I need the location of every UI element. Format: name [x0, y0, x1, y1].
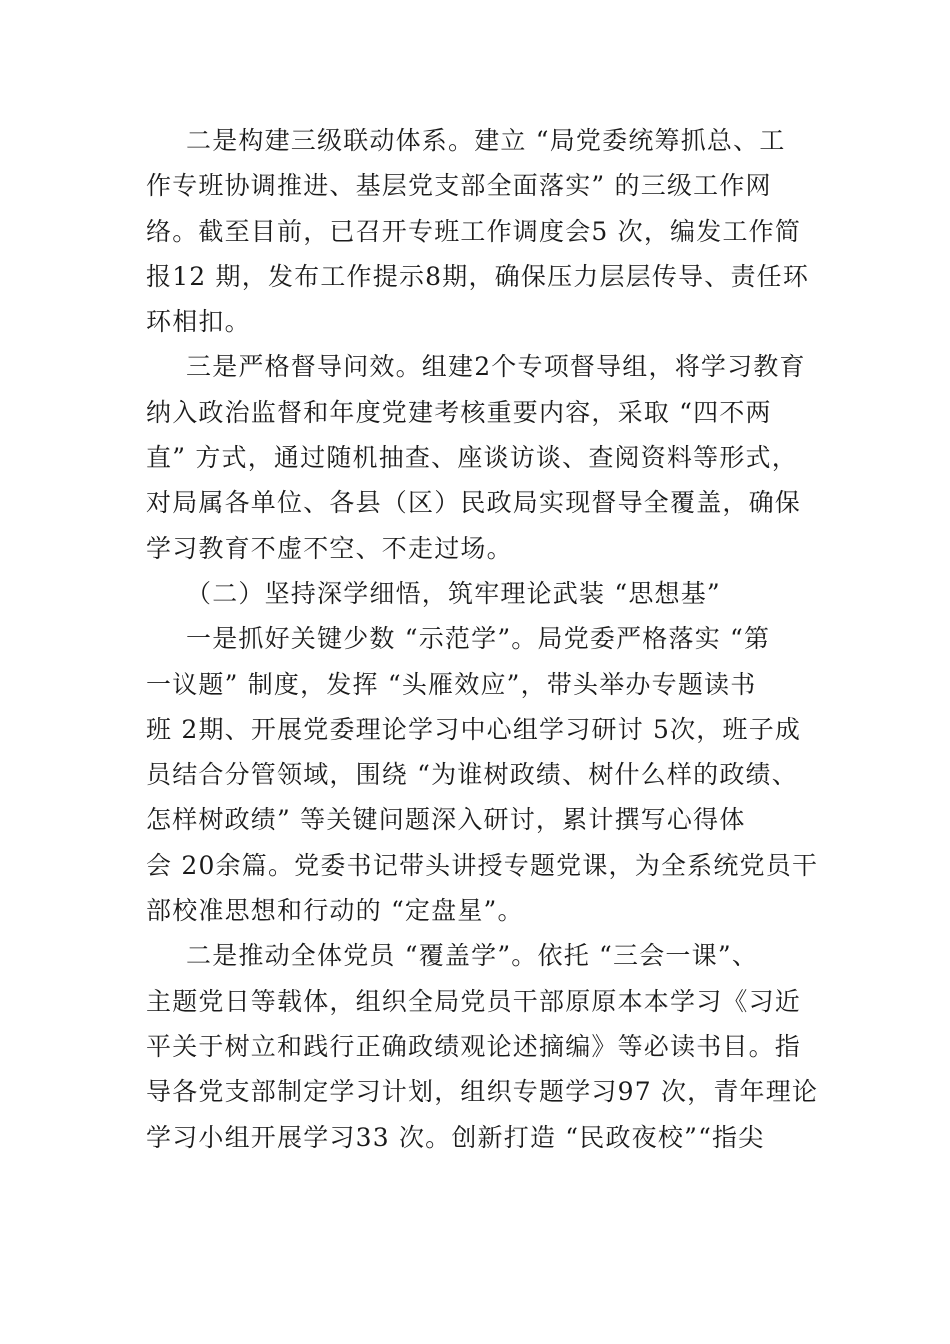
- text-line: 对局属各单位、各县（区）民政局实现督导全覆盖，确保: [146, 488, 802, 518]
- text-line: 怎样树政绩” 等关键问题深入研讨，累计撰写心得体: [146, 805, 746, 835]
- paragraph-all-members-study: [146, 933, 819, 1159]
- text-line: 一议题” 制度，发挥 “头雁效应”，带头举办专题读书: [146, 669, 757, 699]
- text-line: 主题党日等载体，组织全局党员干部原原本本学习《习近: [146, 986, 802, 1016]
- text-line: 直” 方式，通过随机抽查、座谈访谈、查阅资料等形式，: [146, 443, 798, 473]
- text-line: 部校准思想和行动的 “定盘星”。: [146, 896, 524, 926]
- document-body: [146, 118, 819, 1160]
- text-line: 三是严格督导问效。组建2个专项督导组，将学习教育: [186, 352, 806, 382]
- text-line: 学习小组开展学习33 次。创新打造 “民政夜校”“指尖: [146, 1122, 765, 1152]
- paragraph-key-minority-study: [146, 616, 819, 933]
- paragraph-three-level-system: [146, 118, 810, 344]
- text-line: 会 20余篇。党委书记带头讲授专题党课，为全系统党员干: [146, 850, 819, 880]
- text-line: 一是抓好关键少数 “示范学”。局党委严格落实 “第: [186, 624, 771, 654]
- paragraph-supervision: [146, 344, 806, 570]
- text-line: 络。截至目前，已召开专班工作调度会5 次，编发工作简: [146, 216, 802, 246]
- text-line: 班 2期、开展党委理论学习中心组学习研讨 5次，班子成: [146, 714, 802, 744]
- text-line: 平关于树立和践行正确政绩观论述摘编》等必读书目。指: [146, 1031, 802, 1061]
- text-line: 导各党支部制定学习计划，组织专题学习97 次，青年理论: [146, 1077, 819, 1107]
- section-heading-text: （二）坚持深学细悟，筑牢理论武装 “思想基”: [186, 578, 721, 608]
- text-line: 二是构建三级联动体系。建立 “局党委统筹抓总、工: [186, 126, 786, 155]
- text-line: 员结合分管领域，围绕 “为谁树政绩、树什么样的政绩、: [146, 760, 798, 790]
- text-line: 学习教育不虚不空、不走过场。: [146, 533, 513, 563]
- text-line: 报12 期，发布工作提示8期，确保压力层层传导、责任环: [146, 261, 810, 291]
- text-line: 环相扣。: [146, 307, 251, 337]
- text-line: 作专班协调推进、基层党支部全面落实” 的三级工作网: [146, 171, 772, 201]
- text-line: 纳入政治监督和年度党建考核重要内容，采取 “四不两: [146, 397, 772, 427]
- section-heading: [146, 571, 806, 616]
- text-line: 二是推动全体党员 “覆盖学”。依托 “三会一课”、: [186, 941, 759, 971]
